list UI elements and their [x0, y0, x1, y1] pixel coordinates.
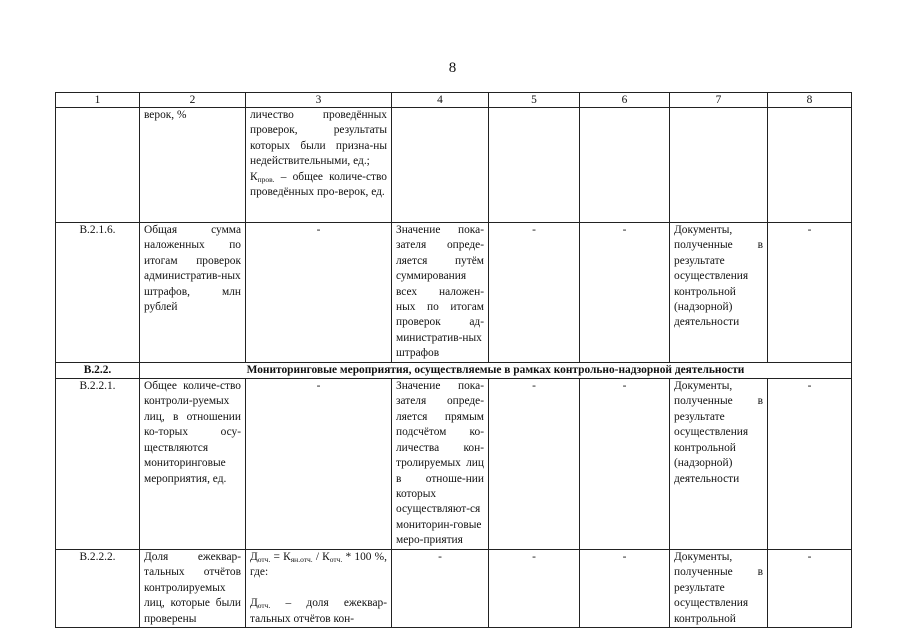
cell-code [56, 108, 140, 223]
cell-code: В.2.1.6. [56, 223, 140, 363]
table-row-b221 [56, 379, 852, 550]
cell-code: В.2.2.1. [56, 379, 140, 550]
page-number: 8 [448, 60, 457, 76]
cell-formula [246, 550, 392, 628]
column-header: 3 [246, 93, 392, 108]
formula-text: / К [312, 551, 330, 564]
formula-symbol: Д [250, 551, 258, 564]
cell-col6: - [580, 223, 670, 363]
cell-method: Значение пока-зателя опреде-ляется прямым подсчётом ко-личества кон-тролируемых лиц в отноше-нии которых осуществляют-ся мониторин-говые меро-приятия [392, 379, 489, 550]
cell-col5: - [489, 223, 580, 363]
section-code: В.2.2. [56, 362, 140, 378]
cell-method [392, 108, 489, 223]
cell-indicator: Доля ежеквар-тальных отчётов контролируемых лиц, которые были проверены [140, 550, 246, 628]
formula-subscript: отч. [257, 555, 271, 565]
cell-source: Документы, полученные в результате осуществления контрольной (надзорной) деятельности [670, 379, 768, 550]
formula-symbol: Д [250, 597, 258, 610]
cell-col8: - [768, 550, 852, 628]
column-header: 4 [392, 93, 489, 108]
formula-subscript: отч. [257, 601, 271, 611]
formula-text: – общее количе-ство проведённых про-верок, ед. [250, 170, 387, 199]
formula-symbol: К [250, 170, 258, 183]
cell-indicator: верок, % [140, 108, 246, 223]
cell-method: - [392, 550, 489, 628]
formula-text: * 100 %, где: [250, 551, 387, 579]
cell-indicator: Общая сумма наложенных по итогам проверок административ-ных штрафов, млн рублей [140, 223, 246, 363]
cell-col6: - [580, 550, 670, 628]
section-row-b22 [56, 362, 852, 378]
cell-col6 [580, 108, 670, 223]
formula-subscript: ян.отч. [290, 555, 313, 565]
cell-method: Значение пока-зателя опреде-ляется путём суммирования всех наложен-ных по итогам проверок ад-министратив-ных штрафов [392, 223, 489, 363]
cell-col8 [768, 108, 852, 223]
cell-col5: - [489, 550, 580, 628]
table-row-continuation [56, 108, 852, 223]
cell-col8: - [768, 379, 852, 550]
section-title: Мониторинговые мероприятия, осуществляемые в рамках контрольно-надзорной деятельности [140, 362, 852, 378]
cell-col5 [489, 108, 580, 223]
formula-subscript: отч. [329, 555, 343, 565]
formula-text: = К [270, 551, 291, 564]
cell-col6: - [580, 379, 670, 550]
column-header: 6 [580, 93, 670, 108]
column-header: 1 [56, 93, 140, 108]
column-number-row [56, 93, 852, 108]
column-header: 8 [768, 93, 852, 108]
cell-code: В.2.2.2. [56, 550, 140, 628]
column-header: 7 [670, 93, 768, 108]
column-header: 2 [140, 93, 246, 108]
formula-text: личество проведённых проверок, результаты которых были призна-ны недействительными, ед.; [250, 109, 387, 168]
formula-subscript: пров. [257, 174, 275, 184]
table-row-b222 [56, 550, 852, 628]
cell-indicator: Общее количе-ство контроли-руемых лиц, в отношении ко-торых осу-ществляются мониторинговые мероприятия, ед. [140, 379, 246, 550]
column-header: 5 [489, 93, 580, 108]
indicators-table [55, 92, 852, 628]
cell-formula: - [246, 223, 392, 363]
cell-source: Документы, полученные в результате осуществления контрольной (надзорной) деятельности [670, 223, 768, 363]
cell-col8: - [768, 223, 852, 363]
cell-formula [246, 108, 392, 223]
cell-formula: - [246, 379, 392, 550]
formula-text: – доля ежеквар-тальных отчётов кон- [250, 597, 387, 625]
table-row-b216 [56, 223, 852, 363]
cell-col5: - [489, 379, 580, 550]
cell-source [670, 108, 768, 223]
cell-source: Документы, полученные в результате осуществления контрольной [670, 550, 768, 628]
